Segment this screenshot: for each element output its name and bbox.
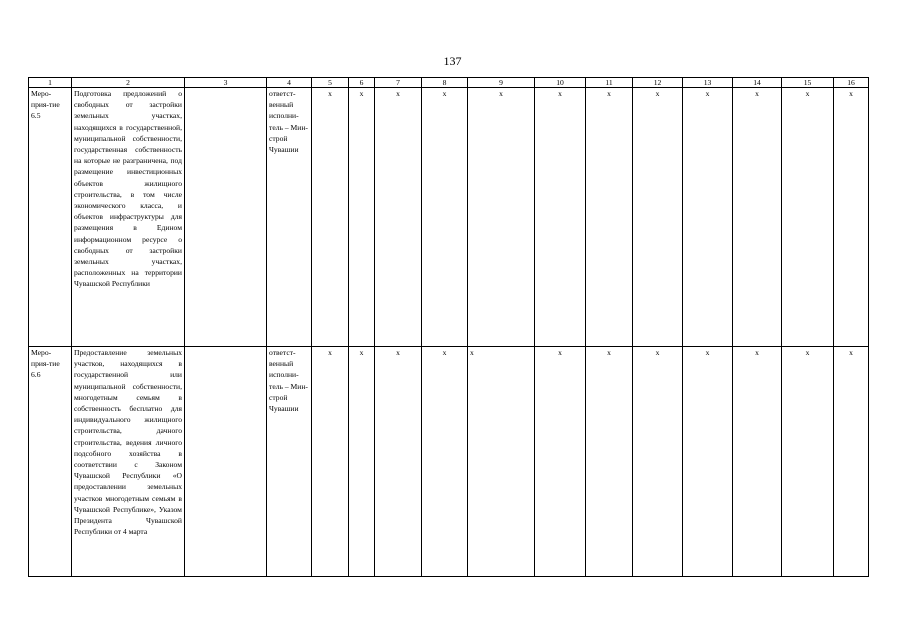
mark-cell: x bbox=[422, 347, 468, 577]
measure-id-cell: Меро-прия-тие 6.6 bbox=[29, 347, 72, 577]
table-row bbox=[29, 347, 869, 577]
table-row bbox=[29, 88, 869, 347]
mark-cell: x bbox=[683, 347, 733, 577]
mark-cell: x bbox=[375, 88, 422, 347]
col-header: 15 bbox=[782, 78, 834, 88]
mark-cell: x bbox=[834, 88, 869, 347]
empty-cell bbox=[185, 88, 267, 347]
mark-cell: x bbox=[468, 347, 535, 577]
measure-id-cell: Меро-прия-тие 6.5 bbox=[29, 88, 72, 347]
col-header: 2 bbox=[72, 78, 185, 88]
mark-cell: x bbox=[375, 347, 422, 577]
mark-cell: x bbox=[633, 347, 683, 577]
mark-cell: x bbox=[733, 347, 782, 577]
mark-cell: x bbox=[633, 88, 683, 347]
col-header: 3 bbox=[185, 78, 267, 88]
measure-description-cell: Предоставление земельных участков, находящихся в государственной или муниципальной собственности, многодетным семьям в собственность бесплатно для индивидуального жилищного строительства, дачного строительства, ведения личного подсобного хозяйства в соответствии с Законом Чувашской Республики «О предоставлении земельных участков многодетным семьям в Чувашской Республике», Указом Президента Чувашской Республики от 4 марта bbox=[72, 347, 185, 577]
mark-cell: x bbox=[312, 88, 349, 347]
mark-cell: x bbox=[733, 88, 782, 347]
executor-cell: ответст-венный исполни-тель – Мин-строй Чувашии bbox=[267, 347, 312, 577]
mark-cell: x bbox=[349, 88, 375, 347]
col-header: 9 bbox=[468, 78, 535, 88]
header-row bbox=[29, 78, 869, 88]
col-header: 6 bbox=[349, 78, 375, 88]
page-number: 137 bbox=[443, 54, 462, 68]
mark-cell: x bbox=[468, 88, 535, 347]
col-header: 5 bbox=[312, 78, 349, 88]
col-header: 12 bbox=[633, 78, 683, 88]
col-header: 1 bbox=[29, 78, 72, 88]
mark-cell: x bbox=[782, 347, 834, 577]
mark-cell: x bbox=[312, 347, 349, 577]
measures-table bbox=[28, 77, 869, 577]
col-header: 14 bbox=[733, 78, 782, 88]
mark-cell: x bbox=[535, 88, 586, 347]
mark-cell: x bbox=[535, 347, 586, 577]
col-header: 11 bbox=[586, 78, 633, 88]
measure-description-cell: Подготовка предложений о свободных от застройки земельных участках, находящихся в государственной, муниципальной собственности, государственная собственность на которые не разграничена, под размещение инвестиционных объектов жилищного строительства, в том числе экономического класса, и объектов инфраструктуры для размещения в Едином информационном ресурсе о свободных от застройки земельных участках, расположенных на территории Чувашской Республики bbox=[72, 88, 185, 347]
col-header: 7 bbox=[375, 78, 422, 88]
empty-cell bbox=[185, 347, 267, 577]
col-header: 13 bbox=[683, 78, 733, 88]
mark-cell: x bbox=[586, 88, 633, 347]
col-header: 10 bbox=[535, 78, 586, 88]
mark-cell: x bbox=[782, 88, 834, 347]
mark-cell: x bbox=[349, 347, 375, 577]
col-header: 8 bbox=[422, 78, 468, 88]
mark-cell: x bbox=[834, 347, 869, 577]
col-header: 16 bbox=[834, 78, 869, 88]
col-header: 4 bbox=[267, 78, 312, 88]
executor-cell: ответст-венный исполни-тель – Мин-строй Чувашии bbox=[267, 88, 312, 347]
mark-cell: x bbox=[683, 88, 733, 347]
mark-cell: x bbox=[586, 347, 633, 577]
mark-cell: x bbox=[422, 88, 468, 347]
